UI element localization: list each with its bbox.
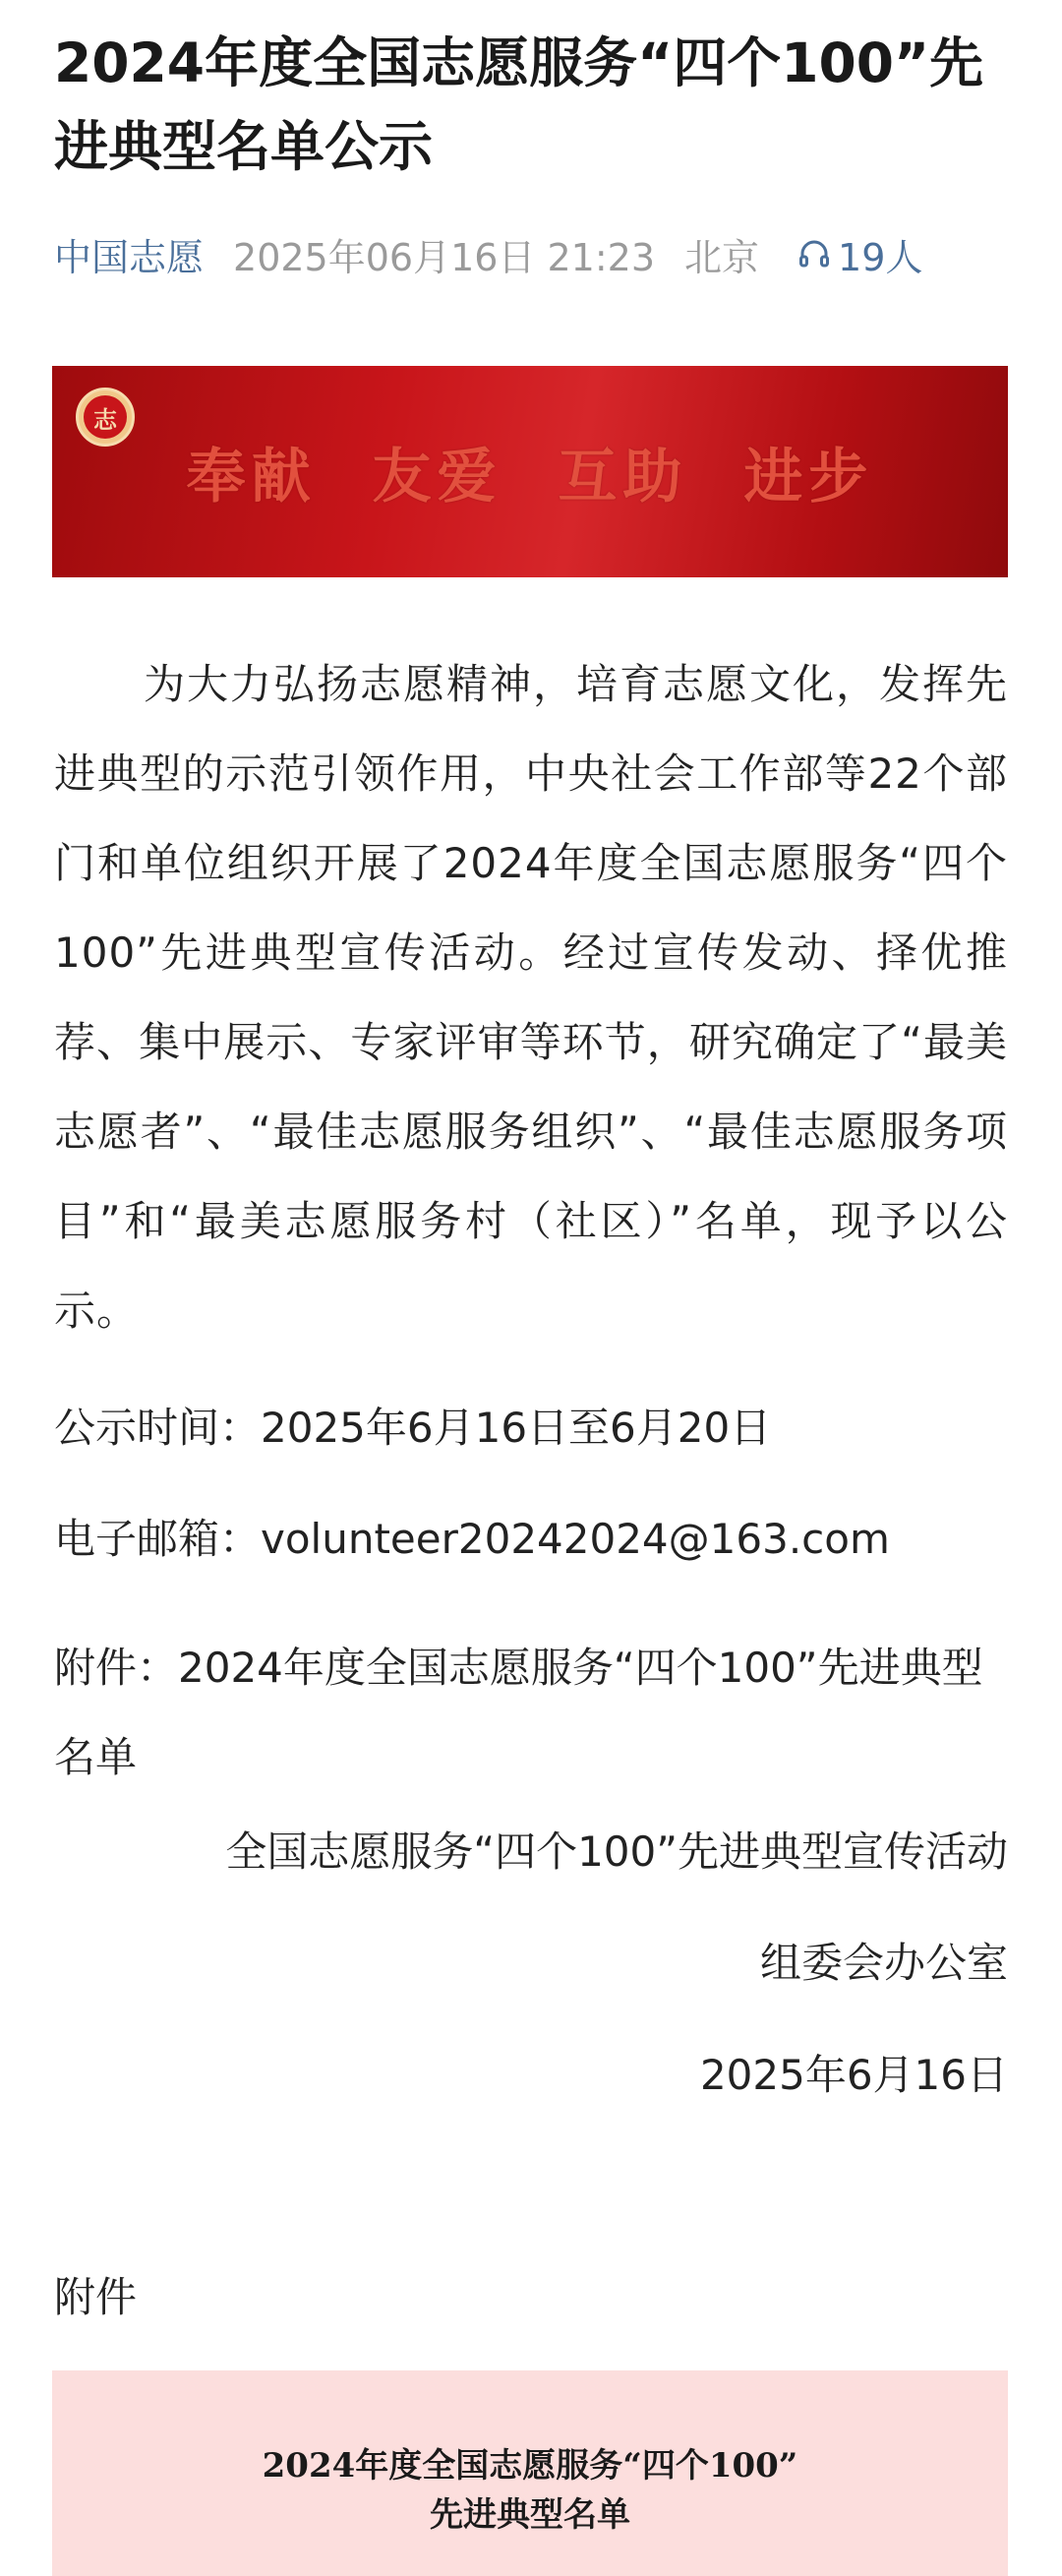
listen-button[interactable]: [796, 227, 922, 281]
document-title-line2: 先进典型名单: [430, 2495, 630, 2535]
publish-location: 北京: [684, 235, 760, 279]
attachment-note: 附件：2024年度全国志愿服务“四个100”先进典型名单: [54, 1644, 983, 1781]
emblem-char: 志: [84, 395, 127, 439]
intro-paragraph: 为大力弘扬志愿精神，培育志愿文化，发挥先进典型的示范引领作用，中央社会工作部等22个部门和单位组织开展了2024年度全国志愿服务“四个100”先进典型宣传活动。经过宣传发动、择优推荐、集中展示、专家评审等环节，研究确定了“最美志愿者”、“最佳志愿服务组织”、“最佳志愿服务项目”和“最美志愿服务村（社区）”名单，现予以公示。: [54, 660, 1008, 1335]
attachment-document-image[interactable]: [52, 2370, 1008, 2576]
article-title: 2024年度全国志愿服务“四个100”先进典型名单公示: [54, 31, 984, 178]
signature-organizer: 全国志愿服务“四个100”先进典型宣传活动: [225, 1827, 1008, 1876]
headphones-icon: [796, 236, 832, 271]
signature-date: 2025年6月16日: [699, 2051, 1008, 2099]
publish-datetime: 2025年06月16日 21:23: [233, 235, 656, 279]
document-title-line1: 2024年度全国志愿服务“四个100”: [262, 2446, 798, 2486]
banner-slogan: 奉献 友爱 互助 进步: [186, 442, 874, 511]
source-link[interactable]: 中国志愿: [54, 235, 205, 279]
document-title: [52, 2441, 1008, 2540]
signature-office: 组委会办公室: [759, 1939, 1008, 1987]
listener-count: 19人: [838, 235, 923, 279]
slogan-banner-image: [52, 366, 1008, 577]
article-meta: [54, 226, 1013, 281]
notice-time: 公示时间：2025年6月16日至6月20日: [54, 1404, 772, 1452]
annex-label: 附件: [54, 2273, 138, 2321]
contact-email: 电子邮箱：volunteer20242024@163.com: [54, 1515, 890, 1563]
